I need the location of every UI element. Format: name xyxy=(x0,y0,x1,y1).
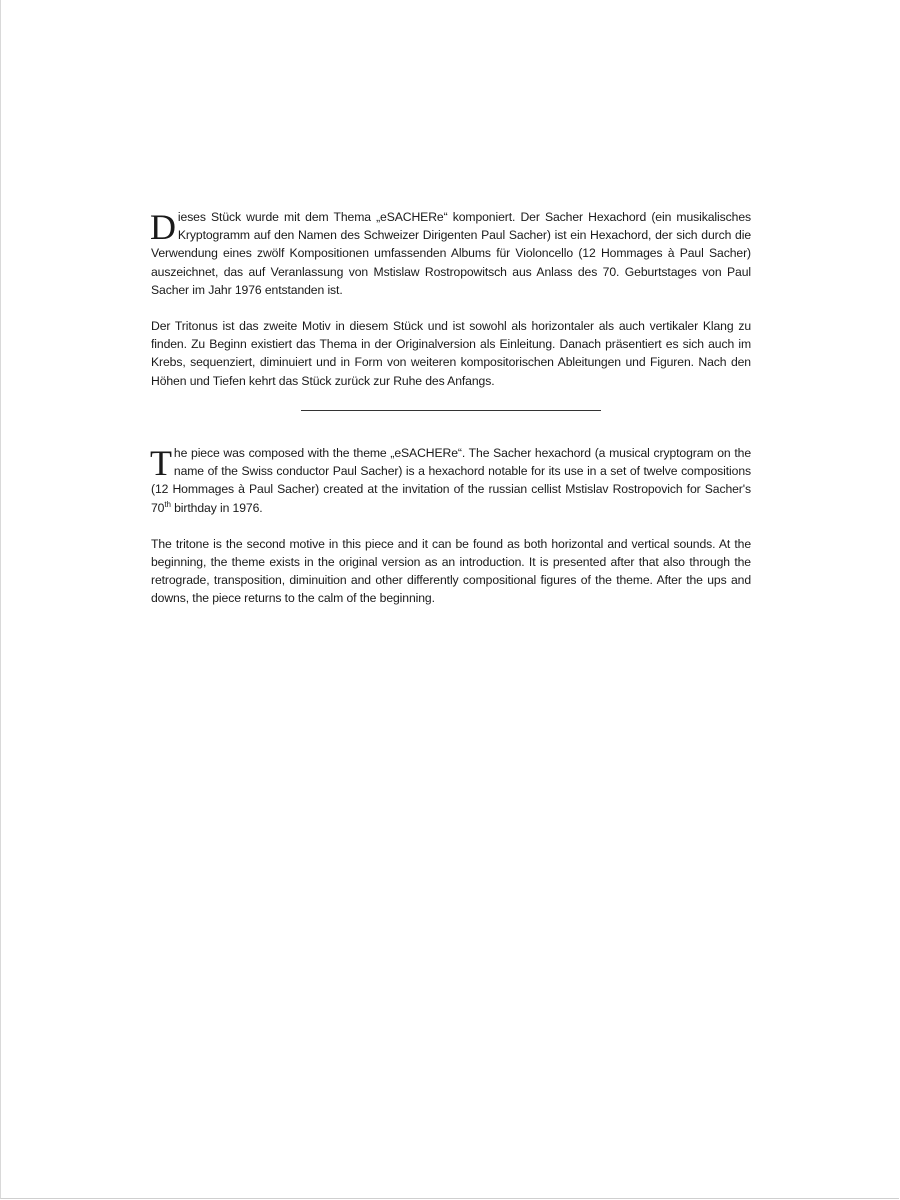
english-paragraph-1 xyxy=(151,444,751,517)
english-text-block xyxy=(151,444,751,608)
german-text-block xyxy=(151,208,751,390)
english-paragraph-2: The tritone is the second motive in this piece and it can be found as both horizontal and vertical sounds. At the beginning, the theme exists in the original version as an introduction. It is presented after that also through the retrograde, transposition, diminuition and other differently compositional figures of the theme. After the ups and downs, the piece returns to the calm of the beginning. xyxy=(151,536,751,606)
german-paragraph-1-text: ieses Stück wurde mit dem Thema „eSACHERe“ komponiert. Der Sacher Hexachord (ein musikalisches Kryptogramm auf den Namen des Schweizer Dirigenten Paul Sacher) ist ein Hexachord, der sich durch die Verwendung eines zwölf Kompositionen umfassenden Albums für Violoncello (12 Hommages à Paul Sacher) auszeichnet, das auf Veranlassung von Mstislaw Rostropowitsch aus Anlass des 70. Geburtstages von Paul Sacher im Jahr 1976 entstanden ist. xyxy=(151,210,751,297)
dropcap-d: D xyxy=(150,207,176,247)
german-paragraph-1 xyxy=(151,208,751,299)
ordinal-superscript: th xyxy=(164,499,171,509)
dropcap-t: T xyxy=(150,443,172,483)
english-paragraph-1-text: he piece was composed with the theme „eSACHERe“. The Sacher hexachord (a musical cryptogram on the name of the Swiss conductor Paul Sacher) is a hexachord notable for its use in a set of twelve compositions (12 Hommages à Paul Sacher) created at the invitation of the russian cellist Mstislav Rostropovich for Sacher's 70 xyxy=(151,446,751,515)
german-paragraph-2: Der Tritonus ist das zweite Motiv in diesem Stück und ist sowohl als horizontaler als auch vertikaler Klang zu finden. Zu Beginn existiert das Thema in der Originalversion als Einleitung. Danach präsentiert es sich auch im Krebs, sequenziert, diminuiert und in Form von weiteren kompositorischen Ableitungen und Figuren. Nach den Höhen und Tiefen kehrt das Stück zurück zur Ruhe des Anfangs. xyxy=(151,319,751,388)
english-paragraph-1-ending: birthday in 1976. xyxy=(170,500,263,515)
section-divider xyxy=(301,410,601,411)
